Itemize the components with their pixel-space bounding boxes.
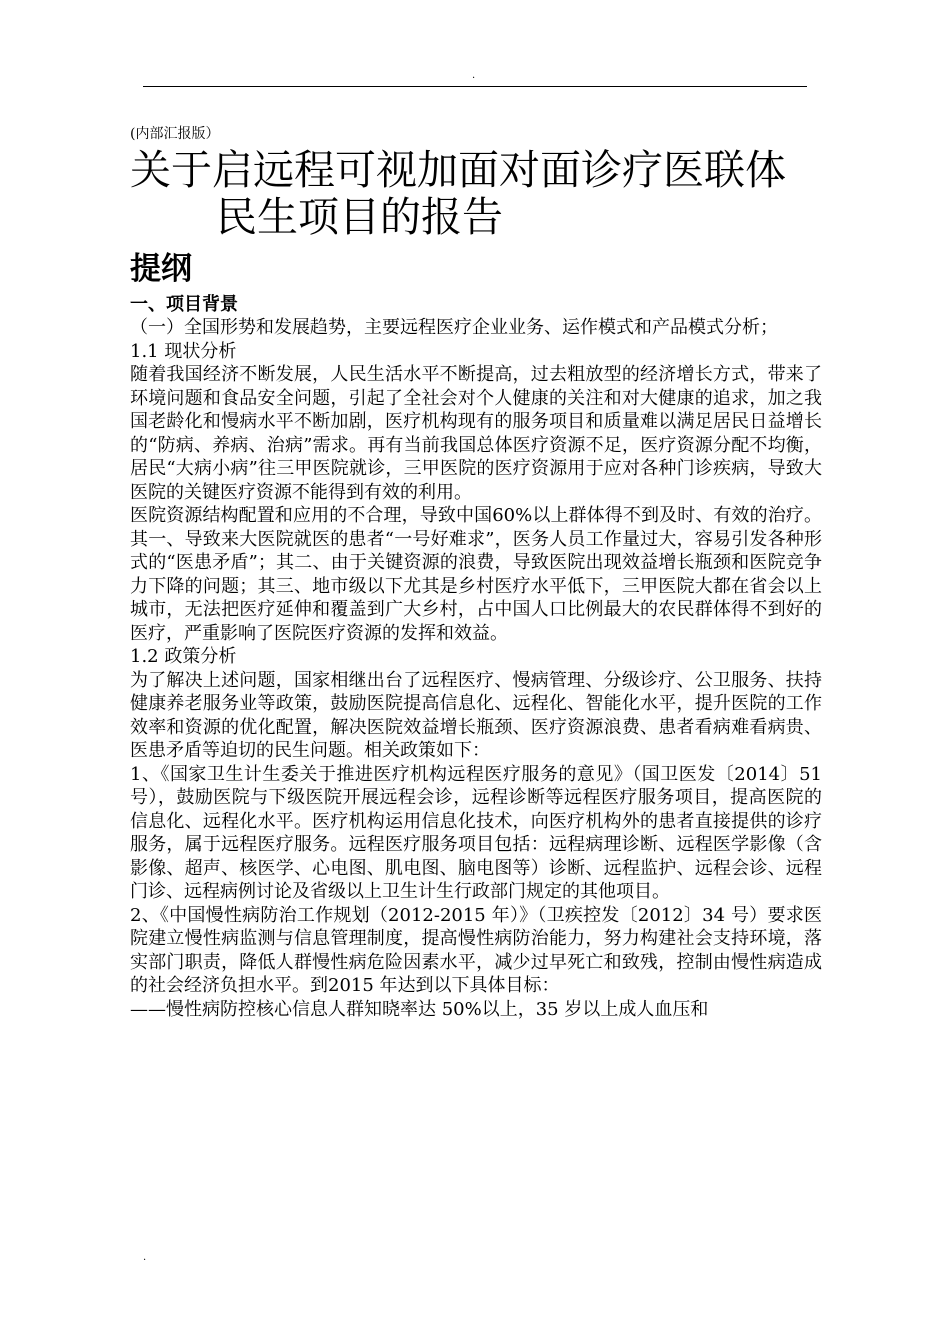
section-heading-1: 一、项目背景 [130, 294, 238, 315]
title-line-2: 民生项目的报告 [216, 193, 503, 241]
document-title [130, 147, 822, 241]
paragraph-5: 2、《中国慢性病防治工作规划（2012-2015 年）》（卫疾控发〔2012〕34 号）要求医院建立慢性病监测与信息管理制度，提高慢性病防治能力，努力构建社会支持环境，落实部门职责，降低人群慢性病危险因素水平，减少过早死亡和致残，控制由慢性病造成的社会经济负担水平。到2015 年达到以下具体目标： [130, 904, 822, 996]
document-body [130, 125, 822, 1021]
paragraph-6: ——慢性病防控核心信息人群知晓率达 50%以上，35 岁以上成人血压和 [130, 998, 709, 1020]
outline-heading: 提纲 [130, 251, 192, 287]
paragraph-3: 为了解决上述问题，国家相继出台了远程医疗、慢病管理、分级诊疗、公卫服务、扶持健康养老服务业等政策，鼓励医院提高信息化、远程化、智能化水平，提升医院的工作效率和资源的优化配置，解决医院效益增长瓶颈、医疗资源浪费、患者看病难看病贵、医患矛盾等迫切的民生问题。相关政策如下： [130, 669, 822, 761]
paragraph-4: 1、《国家卫生计生委关于推进医疗机构远程医疗服务的意见》（国卫医发〔2014〕51 号），鼓励医院与下级医院开展远程会诊，远程诊断等远程医疗服务项目，提高医院的信息化、远程化水平。医疗机构运用信息化技术，向医疗机构外的患者直接提供的诊疗服务，属于远程医疗服务。远程医疗服务项目包括：远程病理诊断、远程医学影像（含影像、超声、核医学、心电图、肌电图、脑电图等）诊断、远程监护、远程会诊、远程门诊、远程病例讨论及省级以上卫生计生行政部门规定的其他项目。 [130, 763, 822, 902]
header-rule [143, 86, 807, 87]
subsection-1: （一）全国形势和发展趋势，主要远程医疗企业业务、运作模式和产品模式分析； [130, 317, 778, 338]
footer-dot: . [143, 1252, 147, 1263]
paragraph-2: 医院资源结构配置和应用的不合理，导致中国60%以上群体得不到及时、有效的治疗。其一、导致来大医院就医的患者“一号好难求”，医务人员工作量过大，容易引发各种形式的“医患矛盾”；其二、由于关键资源的浪费，导致医院出现效益增长瓶颈和医院竞争力下降的问题；其三、地市级以下尤其是乡村医疗水平低下，三甲医院大都在省会以上城市，无法把医疗延伸和覆盖到广大乡村，占中国人口比例最大的农民群体得不到好的医疗，严重影响了医院医疗资源的发挥和效益。 [130, 505, 822, 644]
title-line-1: 关于启远程可视加面对面诊疗医联体 [130, 146, 786, 194]
paragraph-1: 随着我国经济不断发展，人民生活水平不断提高，过去粗放型的经济增长方式，带来了环境问题和食品安全问题，引起了全社会对个人健康的关注和对大健康的追求，加之我国老龄化和慢病水平不断加剧，医疗机构现有的服务项目和质量难以满足居民日益增长的“防病、养病、治病”需求。再有当前我国总体医疗资源不足，医疗资源分配不均衡，居民“大病小病”往三甲医院就诊，三甲医院的医疗资源用于应对各种门诊疾病，导致大医院的关键医疗资源不能得到有效的利用。 [130, 364, 822, 503]
heading-1-2: 1.2 政策分析 [130, 646, 237, 667]
header-dot: . [472, 70, 476, 81]
heading-1-1: 1.1 现状分析 [130, 340, 237, 362]
document-tag: (内部汇报版） [130, 126, 220, 142]
